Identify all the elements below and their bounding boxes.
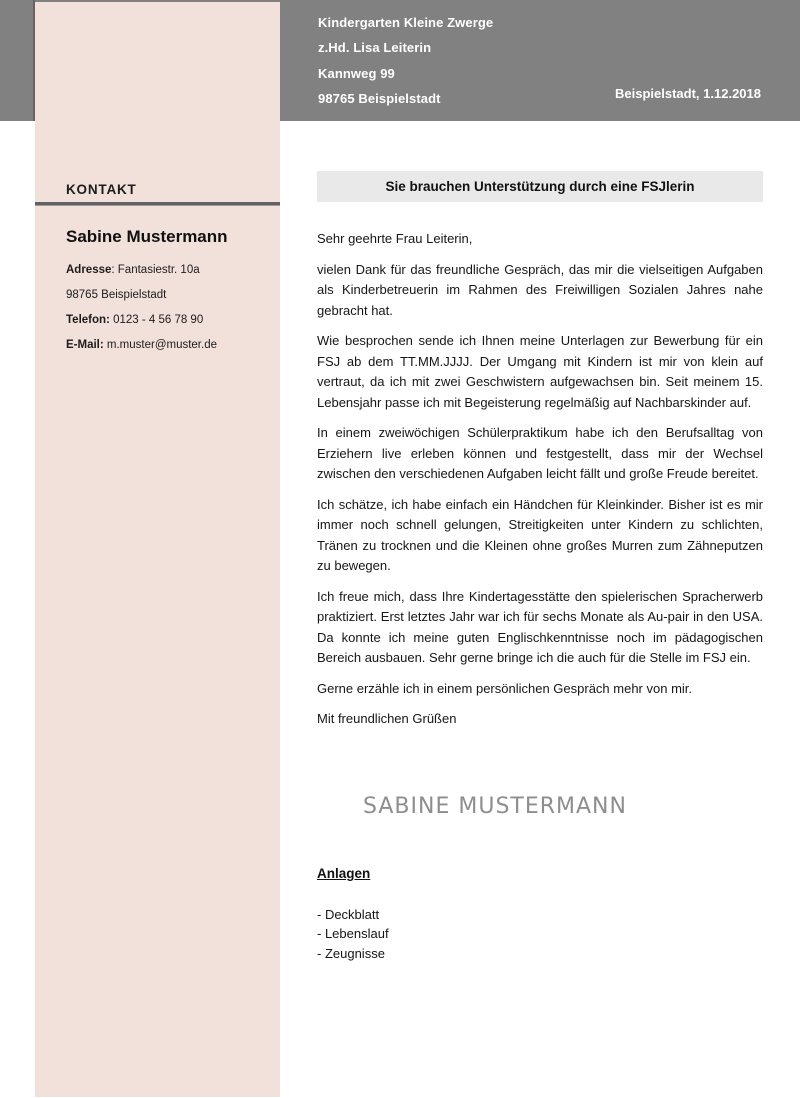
contact-value: : Fantasiestr. 10a [111,264,200,276]
contact-value: 0123 - 4 56 78 90 [109,314,204,326]
paragraph: Ich freue mich, dass Ihre Kindertagesstätte den spielerischen Spracherwerb praktiziert. Erst letztes Jahr war ich für sechs Monate als Au-pair in den USA. Da konnte ich meine guten Englischkenntnisse noch im pädagogischen Bereich ausbauen. Sehr gerne bringe ich die auch für die Stelle im FSJ ein. [317,588,763,665]
contact-row-email [66,333,266,358]
recipient-address [318,10,493,111]
enclosure-item: - Deckblatt [317,907,380,922]
contact-row-phone [66,308,266,333]
date-line: Beispielstadt, 1.12.2018 [615,86,761,101]
paragraph: vielen Dank für das freundliche Gespräch, das mir die vielseitigen Aufgaben als Kinderbetreuerin im Rahmen des Freiwilligen Sozialen Jahres nahe gebracht hat. [317,261,763,318]
sidebar-divider [35,202,280,206]
contact-label: Adresse [66,264,112,276]
contact-row-city [66,283,266,308]
recipient-line: 98765 Beispielstadt [318,90,441,106]
salutation: Sehr geehrte Frau Leiterin, [317,231,473,246]
signature: SABINE MUSTERMANN [363,794,627,819]
enclosure-item: - Zeugnisse [317,945,385,961]
enclosure-item: - Lebenslauf [317,926,389,942]
recipient-line: Kindergarten Kleine Zwerge [318,15,494,30]
contact-value: 98765 Beispielstadt [66,289,167,301]
closing-line: Mit freundlichen Grüßen [317,711,457,726]
enclosures-heading: Anlagen [317,866,371,881]
contact-label: Telefon: [66,314,110,326]
letter-body [317,171,763,740]
contact-value: m.muster@muster.de [103,339,217,351]
sender-name: Sabine Mustermann [66,227,228,246]
letter-paragraphs [317,229,763,730]
recipient-line: z.Hd. Lisa Leiterin [318,40,432,56]
subject-line: Sie brauchen Unterstützung durch eine FSJlerin [317,171,763,202]
sidebar-heading-kontakt: KONTAKT [66,182,137,197]
contact-details [66,258,266,358]
paragraph: Ich schätze, ich habe einfach ein Händchen für Kleinkinder. Bisher ist es mir immer noch schnell gelungen, Streitigkeiten unter Kindern zu schlichten, Tränen zu trocknen und die Kleinen ohne großes Murren zum Zähneputzen zu bewegen. [317,496,763,573]
paragraph: Wie besprochen sende ich Ihnen meine Unterlagen zur Bewerbung für ein FSJ ab dem TT.MM.JJJJ. Der Umgang mit Kindern ist mir von klein auf vertraut, da ich mit zwei Geschwistern aufgewachsen bin. Seit meinem 15. Lebensjahr passe ich mit Begeisterung regelmäßig auf Nachbarskinder auf. [317,333,763,410]
paragraph: Gerne erzähle ich in einem persönlichen Gespräch mehr von mir. [317,680,693,696]
contact-row-address [66,258,266,283]
contact-sidebar [35,2,280,1097]
contact-label: E-Mail: [66,339,104,351]
paragraph: In einem zweiwöchigen Schülerpraktikum habe ich den Berufsalltag von Erziehern live erleben können und festgestellt, dass mir der Wechsel zwischen den verschiedenen Aufgaben leicht fällt und große Freude bereitet. [317,425,763,481]
enclosures-list [317,905,389,963]
recipient-line: Kannweg 99 [318,65,395,81]
